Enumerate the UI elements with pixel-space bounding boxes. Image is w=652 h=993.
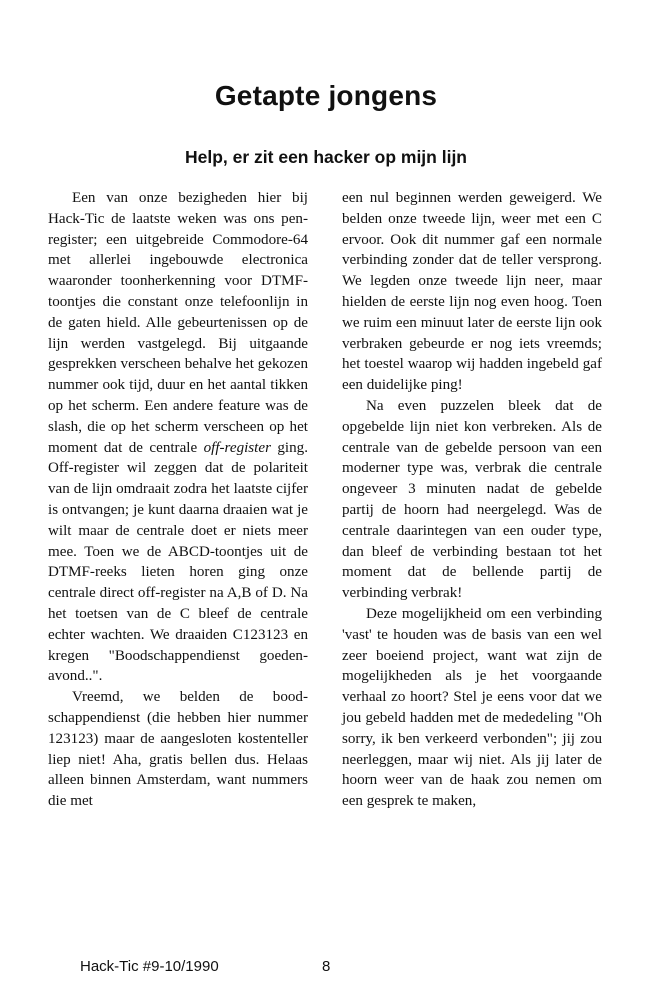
left-paragraph-2: Vreemd, we belden de boodschappendienst (die hebben hier nummer 123123) maar de aangesloten kostenteller liep niet! Aha, gratis bellen dus. Helaas alleen binnen Amsterdam, want nummers die met	[48, 689, 308, 810]
left-paragraph-1-text-b: ging. Off-register wil zeggen dat de polariteit van de lijn omdraait zodra het laatste cijfer is ontvangen; je kunt daarna draaien wat je wilt maar de centrale doet er niets meer mee. Toen we de ABCD-toontjes uit de DTMF-reeks lieten horen ging onze centrale direct off-register na A,B of D. Na het toetsen van de C bleef de centrale echter wachten. We draaiden C123123 en kregen "Boodschappendienst goedenavond..".	[48, 439, 308, 685]
left-paragraph-1-text-a: Een van onze bezigheden hier bij Hack-Tic de laatste weken was ons pen-register; een uitgebreide Commodore-64 met allerlei ingebouwde electronica waaronder toonherkenning voor DTMF-toontjes die constant onze telefoonlijn in de gaten hield. Alle gebeurtenissen op de lijn werden vastgelegd. Bij uitgaande gesprekken verscheen behalve het gekozen nummer ook tijd, duur en het aantal tikken op het scherm. Een andere feature was de slash, die op het scherm verscheen op het moment dat de centrale	[48, 190, 308, 456]
right-paragraph-3: Deze mogelijkheid om een verbinding 'vast' te houden was de basis van een wel zeer boeiend project, want wat zijn de mogelijkheden als je het voorgaande verhaal zo hoort? Stel je eens voor dat we jou gebeld hadden met de mededeling "Oh sorry, ik ben verkeerd verbonden"; jij zou neerleggen, maar wij niet. Als jij later de hoorn weer van de haak zou nemen om een gesprek te maken,	[342, 605, 602, 810]
right-paragraph-2: Na even puzzelen bleek dat de opgebelde lijn niet kon verbreken. Als de centrale van de gebelde persoon van een moderner type was, verbrak die centrale ongeveer 3 minuten nadat de gebelde partij de hoorn had neergelegd. Was de centrale daarintegen van een ouder type, dan bleef de verbinding bestaan tot het moment dat de bellende partij de verbinding verbrak!	[342, 397, 602, 602]
left-paragraph-1	[48, 188, 308, 687]
left-column	[48, 188, 308, 812]
page-number: 8	[322, 958, 331, 975]
off-register-emphasis: off-register	[203, 439, 271, 456]
article-subtitle: Help, er zit een hacker op mijn lijn	[184, 147, 468, 167]
article-title: Getapte jongens	[214, 80, 438, 111]
footer-issue: Hack-Tic #9-10/1990	[80, 958, 219, 975]
right-column	[342, 188, 602, 812]
right-paragraph-1: een nul beginnen werden geweigerd. We belden onze tweede lijn, weer met een C ervoor. Ook dit nummer gaf een normale verbinding zonder dat de teller versprong. We legden onze tweede lijn neer, maar hielden de eerste lijn nog even hoog. Toen we ruim een minuut later de eerste lijn ook verbraken gebeurde er nog iets vreemds; het toestel waarop wij hadden ingebeld gaf een duidelijke ping!	[342, 190, 602, 394]
